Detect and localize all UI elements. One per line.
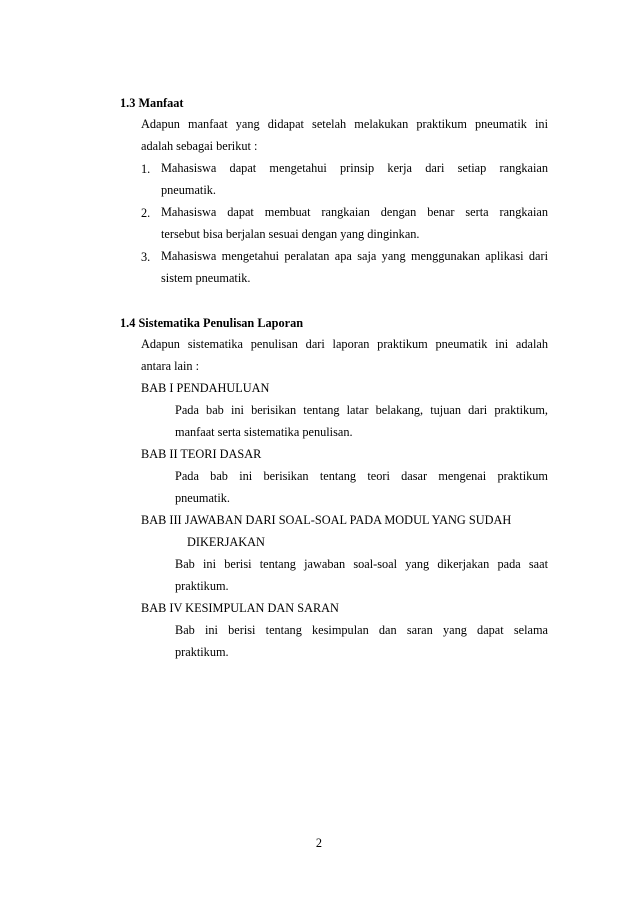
manfaat-intro-line-1: Adapun manfaat yang didapat setelah melakukan praktikum pneumatik ini [141, 117, 548, 131]
list-item-2-line-2: tersebut bisa berjalan sesuai dengan yang dinginkan. [161, 227, 420, 241]
chapter-desc-bab-1-line-1: Pada bab ini berisikan tentang latar belakang, tujuan dari praktikum, [175, 403, 548, 417]
chapter-title-bab-4: BAB IV KESIMPULAN DAN SARAN [141, 601, 339, 615]
chapter-title-bab-3: BAB III JAWABAN DARI SOAL-SOAL PADA MODUL YANG SUDAH [141, 513, 512, 527]
heading-sistematika: 1.4 Sistematika Penulisan Laporan [120, 316, 304, 330]
list-item-2-line-1: Mahasiswa dapat membuat rangkaian dengan benar serta rangkaian [161, 205, 548, 219]
chapter-desc-bab-1-line-2: manfaat serta sistematika penulisan. [175, 425, 353, 439]
sistematika-intro-line-2: antara lain : [141, 359, 200, 373]
chapter-desc-bab-3-line-2: praktikum. [175, 579, 229, 593]
page-number: 2 [315, 836, 323, 850]
chapter-desc-bab-4-line-2: praktikum. [175, 645, 229, 659]
list-item-number-2: 2. [141, 206, 151, 220]
list-item-1-line-1: Mahasiswa dapat mengetahui prinsip kerja dari setiap rangkaian [161, 161, 548, 175]
list-item-3-line-1: Mahasiswa mengetahui peralatan apa saja yang menggunakan aplikasi dari [161, 249, 548, 263]
chapter-desc-bab-4-line-1: Bab ini berisi tentang kesimpulan dan saran yang dapat selama [175, 623, 548, 637]
chapter-desc-bab-2-line-2: pneumatik. [175, 491, 230, 505]
sistematika-intro-line-1: Adapun sistematika penulisan dari laporan praktikum pneumatik ini adalah [141, 337, 548, 351]
list-item-number-3: 3. [141, 250, 151, 264]
chapter-title-bab-1: BAB I PENDAHULUAN [141, 381, 270, 395]
list-item-3-line-2: sistem pneumatik. [161, 271, 251, 285]
list-item-number-1: 1. [141, 162, 151, 176]
chapter-desc-bab-2-line-1: Pada bab ini berisikan tentang teori dasar mengenai praktikum [175, 469, 548, 483]
chapter-desc-bab-3-line-1: Bab ini berisi tentang jawaban soal-soal yang dikerjakan pada saat [175, 557, 548, 571]
chapter-title-bab-3-line-2: DIKERJAKAN [187, 535, 265, 549]
chapter-title-bab-2: BAB II TEORI DASAR [141, 447, 262, 461]
list-item-1-line-2: pneumatik. [161, 183, 216, 197]
manfaat-intro-line-2: adalah sebagai berikut : [141, 139, 258, 153]
heading-manfaat: 1.3 Manfaat [120, 96, 184, 110]
